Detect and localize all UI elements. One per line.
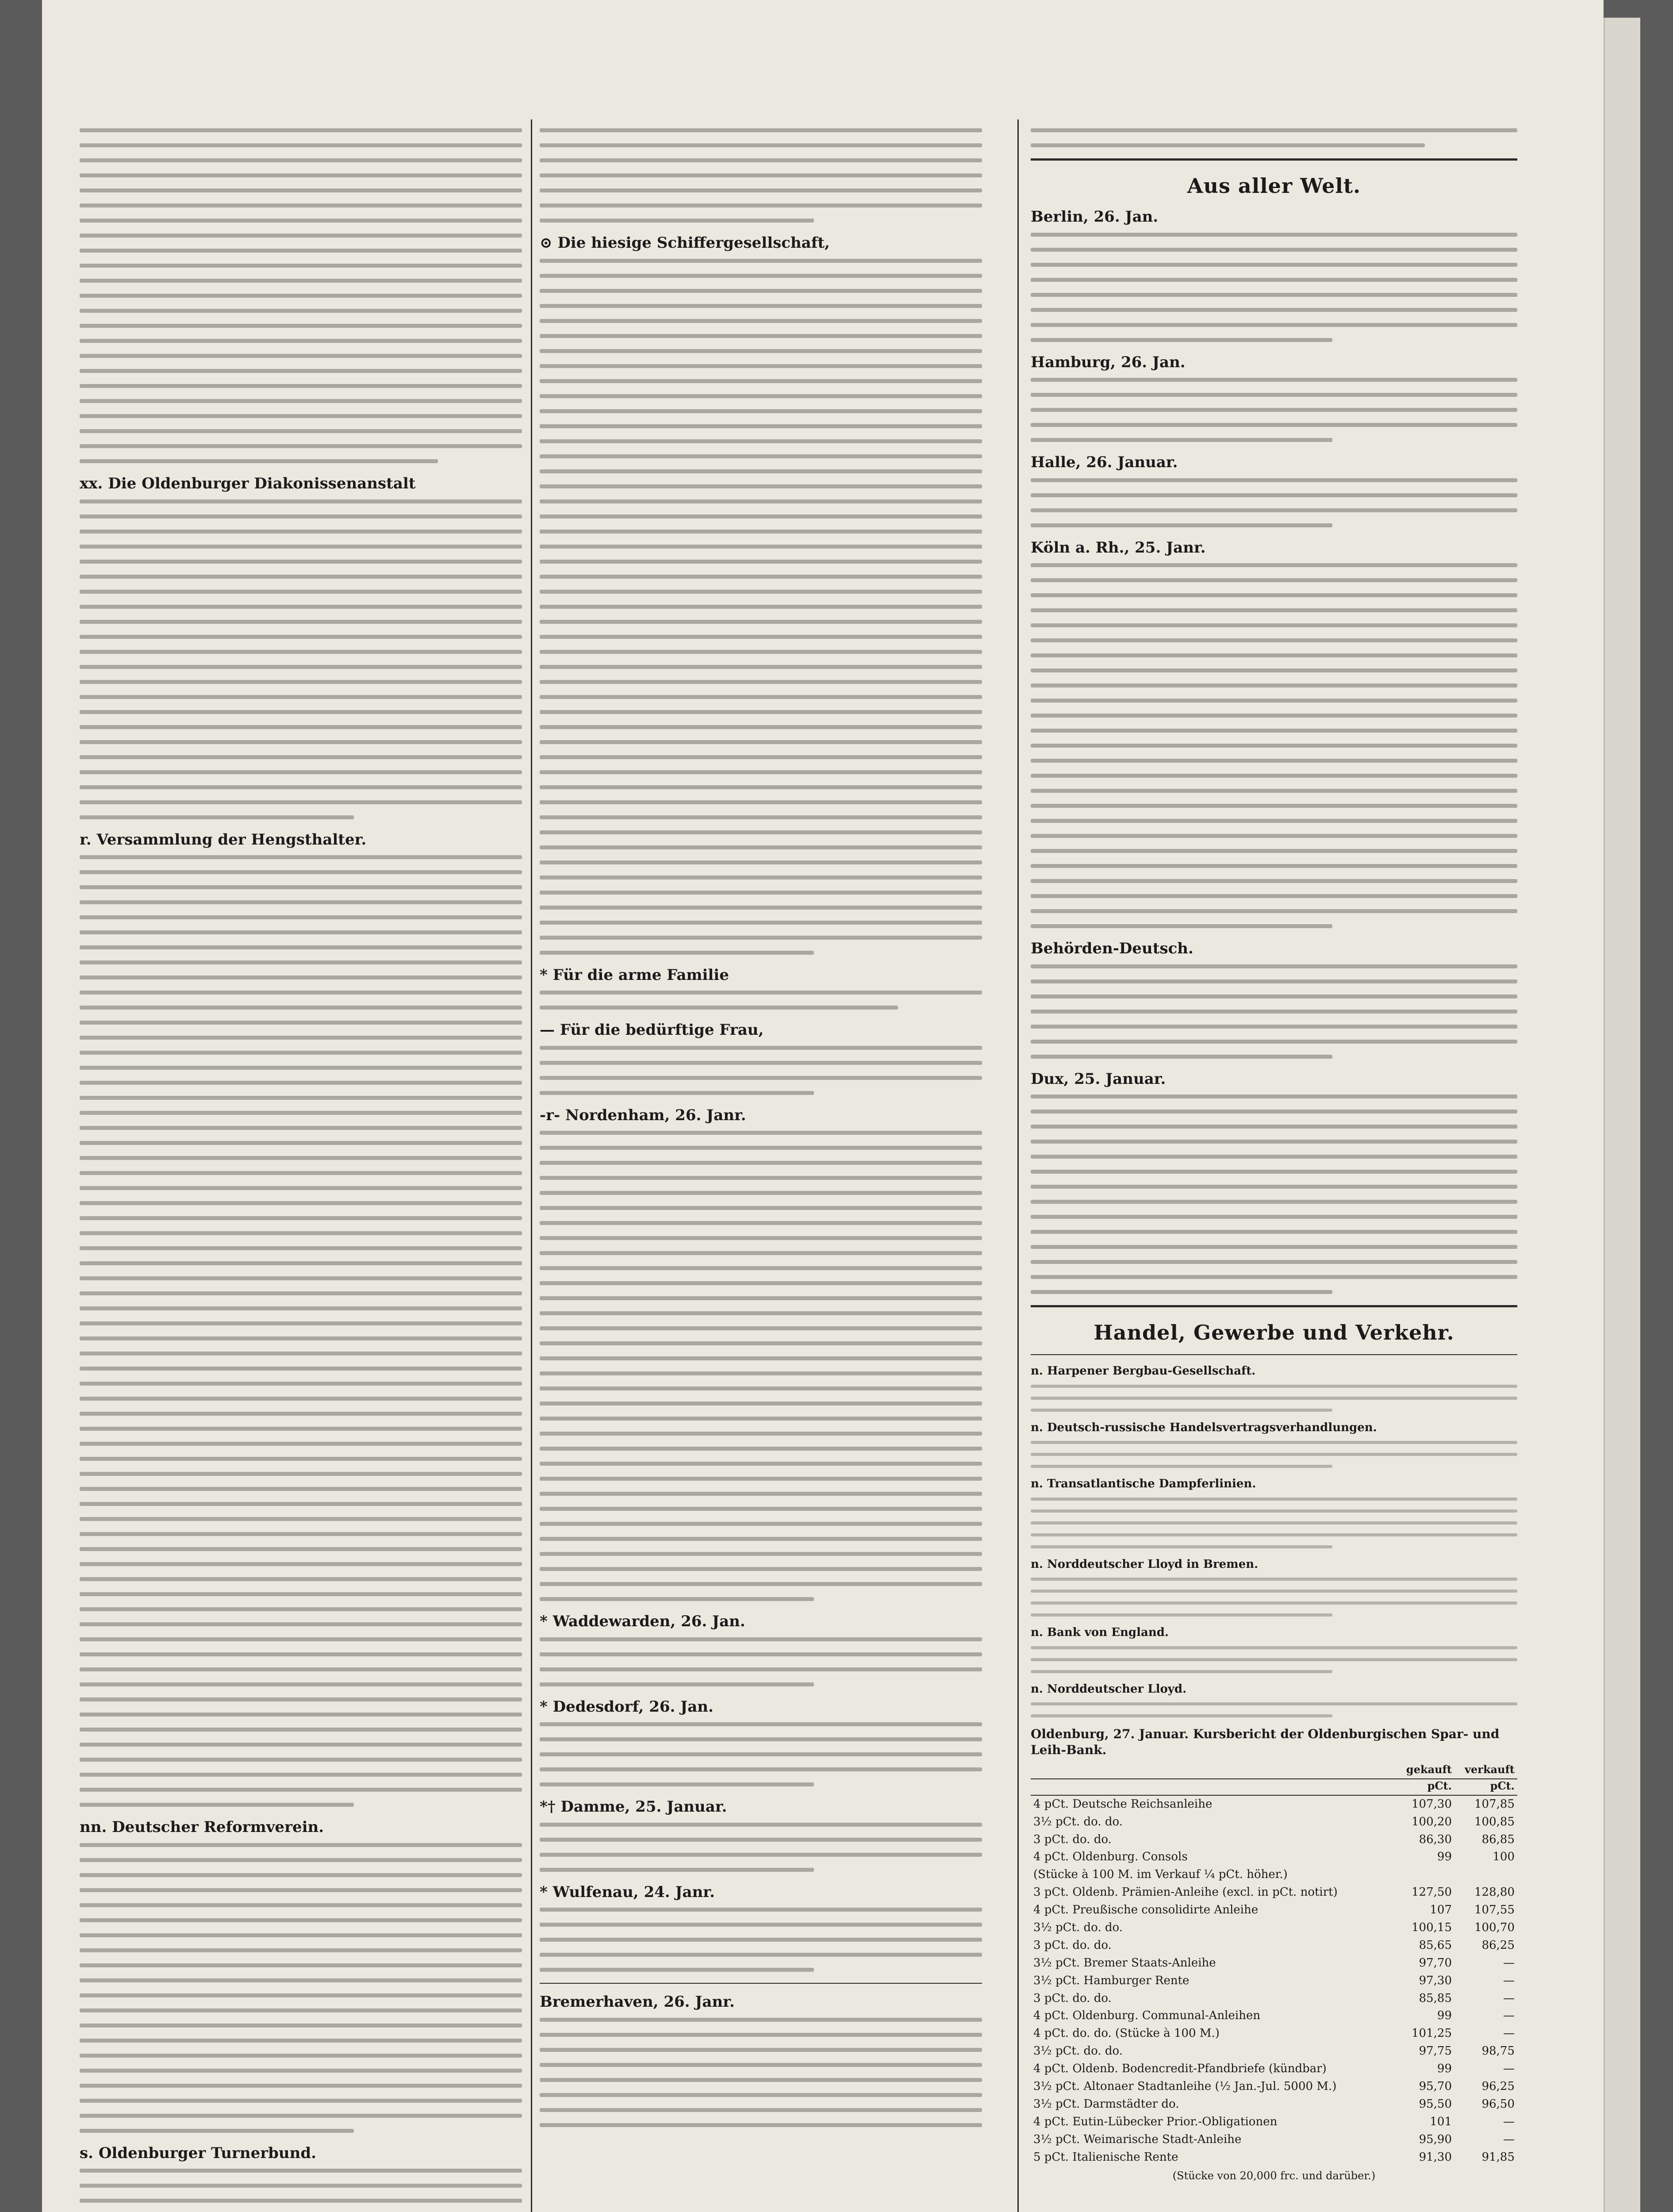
table-row: [1031, 2096, 1517, 2113]
table-row: [1031, 1866, 1517, 1884]
article-heading: * Für die arme Familie: [540, 966, 729, 984]
column-2: [540, 128, 982, 2212]
stock-sell: —: [1503, 2027, 1515, 2040]
stock-unit-buy: pCt.: [1392, 1779, 1454, 1795]
trade-heading: n. Norddeutscher Lloyd in Bremen.: [1031, 1557, 1259, 1571]
stock-sell: 107,55: [1474, 1903, 1515, 1917]
stock-caption: Oldenburg, 27. Januar. Kursbericht der Oldenburgischen Spar- und Leih-Bank.: [1031, 1727, 1500, 1758]
stock-name: 3½ pCt. do. do.: [1033, 1815, 1123, 1828]
stock-buy: 107,30: [1412, 1797, 1452, 1811]
article-heading: *† Damme, 25. Januar.: [540, 1798, 727, 1816]
stock-footnote: (Stücke von 20,000 frc. und darüber.): [1172, 2170, 1376, 2182]
stock-name: 4 pCt. Oldenburg. Communal-Anleihen: [1033, 2009, 1261, 2023]
stock-name: 4 pCt. Preußische consolidirte Anleihe: [1033, 1903, 1259, 1917]
stock-name: 4 pCt. Eutin-Lübecker Prior.-Obligationen: [1033, 2115, 1278, 2128]
stock-unit-sell: pCt.: [1454, 1779, 1517, 1795]
stock-name: 3 pCt. do. do.: [1033, 1991, 1112, 2005]
table-row: [1031, 2060, 1517, 2078]
table-row: [1031, 1813, 1517, 1831]
article-heading: Bremerhaven, 26. Janr.: [540, 1993, 735, 2011]
stock-buy: 85,65: [1419, 1938, 1452, 1952]
trade-heading: n. Transatlantische Dampferlinien.: [1031, 1477, 1256, 1490]
table-row: [1031, 2007, 1517, 2025]
column-rule: [531, 119, 532, 2212]
stock-name: 4 pCt. Deutsche Reichsanleihe: [1033, 1797, 1213, 1811]
stock-buy: 100,15: [1412, 1921, 1452, 1935]
page-edge: [1604, 18, 1640, 2212]
stock-name: 3½ pCt. Darmstädter do.: [1033, 2097, 1179, 2111]
stock-name: 3½ pCt. Altonaer Stadtanleihe (½ Jan.-Jul. 5000 M.): [1033, 2080, 1337, 2093]
stock-buy: 97,75: [1419, 2044, 1452, 2058]
table-row: [1031, 2025, 1517, 2043]
article-heading: xx. Die Oldenburger Diakonissenanstalt: [80, 475, 416, 492]
table-row: [1031, 1831, 1517, 1849]
stock-buy: 95,50: [1419, 2097, 1452, 2111]
stock-buy: 99: [1437, 2009, 1452, 2023]
column-1: [80, 128, 522, 2212]
stock-sell: —: [1503, 2132, 1515, 2146]
stock-header-buy: gekauft: [1392, 1763, 1454, 1779]
section-rule: [1031, 158, 1517, 161]
stock-buy: 97,70: [1419, 1956, 1452, 1970]
stock-buy: 101: [1430, 2115, 1452, 2128]
stock-buy: 100,20: [1412, 1815, 1452, 1828]
stock-table: [1031, 1763, 1517, 2166]
stock-name: (Stücke à 100 M. im Verkauf ¼ pCt. höher.): [1033, 1868, 1288, 1882]
table-row: [1031, 1884, 1517, 1901]
table-row: [1031, 1955, 1517, 1972]
stock-buy: 99: [1437, 2062, 1452, 2076]
table-row: [1031, 2043, 1517, 2060]
stock-name: 3½ pCt. Bremer Staats-Anleihe: [1033, 1956, 1216, 1970]
article-heading: nn. Deutscher Reformverein.: [80, 1818, 324, 1836]
stock-name: 4 pCt. Oldenburg. Consols: [1033, 1850, 1188, 1864]
trade-heading: n. Harpener Bergbau-Gesellschaft.: [1031, 1364, 1256, 1378]
stock-sell: —: [1503, 2115, 1515, 2128]
stock-sell: 86,25: [1481, 1938, 1515, 1952]
stock-sell: 128,80: [1474, 1886, 1515, 1899]
stock-sell: 96,50: [1481, 2097, 1515, 2111]
article-heading: * Waddewarden, 26. Jan.: [540, 1613, 745, 1630]
stock-name: 3½ pCt. do. do.: [1033, 2044, 1123, 2058]
table-row: [1031, 1795, 1517, 1813]
table-row: [1031, 1919, 1517, 1937]
stock-header-sell: verkauft: [1454, 1763, 1517, 1779]
stock-buy: 101,25: [1412, 2027, 1452, 2040]
stock-name: 4 pCt. Oldenb. Bodencredit-Pfandbriefe (kündbar): [1033, 2062, 1327, 2076]
article-heading: * Wulfenau, 24. Janr.: [540, 1883, 715, 1901]
stock-buy: 107: [1430, 1903, 1452, 1917]
stock-sell: 91,85: [1481, 2150, 1515, 2164]
table-row: [1031, 2113, 1517, 2131]
table-row: [1031, 2149, 1517, 2166]
stock-buy: 86,30: [1419, 1832, 1452, 1846]
table-row: [1031, 1990, 1517, 2008]
stock-name: 3 pCt. do. do.: [1033, 1938, 1112, 1952]
stock-sell: —: [1503, 1974, 1515, 1987]
stock-buy: [1392, 1866, 1454, 1884]
article-heading: * Dedesdorf, 26. Jan.: [540, 1697, 714, 1716]
stock-buy: 95,70: [1419, 2080, 1452, 2093]
article-heading: -r- Nordenham, 26. Janr.: [540, 1106, 746, 1124]
article-heading: Halle, 26. Januar.: [1031, 453, 1178, 471]
section-title-trade: Handel, Gewerbe und Verkehr.: [1094, 1321, 1454, 1344]
trade-heading: n. Bank von England.: [1031, 1626, 1169, 1639]
table-row: [1031, 1848, 1517, 1866]
stock-sell: [1454, 1866, 1517, 1884]
stock-name: 4 pCt. do. do. (Stücke à 100 M.): [1033, 2027, 1220, 2040]
section-title-world: Aus aller Welt.: [1187, 174, 1361, 198]
stock-name: 5 pCt. Italienische Rente: [1033, 2150, 1178, 2164]
stock-name: 3 pCt. do. do.: [1033, 1832, 1112, 1846]
stock-buy: 99: [1437, 1850, 1452, 1864]
stock-buy: 95,90: [1419, 2132, 1452, 2146]
stock-sell: 107,85: [1474, 1797, 1515, 1811]
stock-sell: 98,75: [1481, 2044, 1515, 2058]
stock-buy: 97,30: [1419, 1974, 1452, 1987]
stock-sell: 100: [1493, 1850, 1515, 1864]
stock-buy: 127,50: [1412, 1886, 1452, 1899]
column-rule: [1017, 119, 1019, 2212]
article-heading: Berlin, 26. Jan.: [1031, 208, 1159, 226]
separator-rule: [540, 1983, 982, 1984]
article-heading: ⊙ Die hiesige Schiffergesellschaft,: [540, 234, 830, 252]
stock-name: 3 pCt. Oldenb. Prämien-Anleihe (excl. in pCt. notirt): [1033, 1886, 1338, 1899]
column-3: [1031, 128, 1517, 2212]
stock-sell: 86,85: [1481, 1832, 1515, 1846]
article-heading: Dux, 25. Januar.: [1031, 1070, 1166, 1088]
stock-name: 3½ pCt. Hamburger Rente: [1033, 1974, 1190, 1987]
table-row: [1031, 1972, 1517, 1990]
stock-buy: 85,85: [1419, 1991, 1452, 2005]
stock-name: 3½ pCt. do. do.: [1033, 1921, 1123, 1935]
article-heading: — Für die bedürftige Frau,: [540, 1021, 764, 1039]
stock-sell: —: [1503, 1991, 1515, 2005]
article-heading: Hamburg, 26. Jan.: [1031, 353, 1186, 371]
stock-sell: —: [1503, 2062, 1515, 2076]
trade-heading: n. Norddeutscher Lloyd.: [1031, 1682, 1187, 1696]
stock-name: 3½ pCt. Weimarische Stadt-Anleihe: [1033, 2132, 1242, 2146]
article-heading: Köln a. Rh., 25. Janr.: [1031, 538, 1206, 557]
trade-heading: n. Deutsch-russische Handelsvertragsverhandlungen.: [1031, 1421, 1377, 1434]
table-row: [1031, 2131, 1517, 2149]
stock-sell: 96,25: [1481, 2080, 1515, 2093]
section-rule: [1031, 1354, 1517, 1355]
article-heading: s. Oldenburger Turnerbund.: [80, 2144, 316, 2162]
stock-sell: —: [1503, 1956, 1515, 1970]
table-row: [1031, 2078, 1517, 2096]
table-row: [1031, 1901, 1517, 1919]
stock-sell: 100,70: [1474, 1921, 1515, 1935]
table-row: [1031, 1937, 1517, 1955]
stock-sell: —: [1503, 2009, 1515, 2023]
stock-buy: 91,30: [1419, 2150, 1452, 2164]
article-heading: r. Versammlung der Hengsthalter.: [80, 830, 367, 849]
stock-sell: 100,85: [1474, 1815, 1515, 1828]
article-heading: Behörden-Deutsch.: [1031, 940, 1193, 957]
section-rule: [1031, 1305, 1517, 1307]
